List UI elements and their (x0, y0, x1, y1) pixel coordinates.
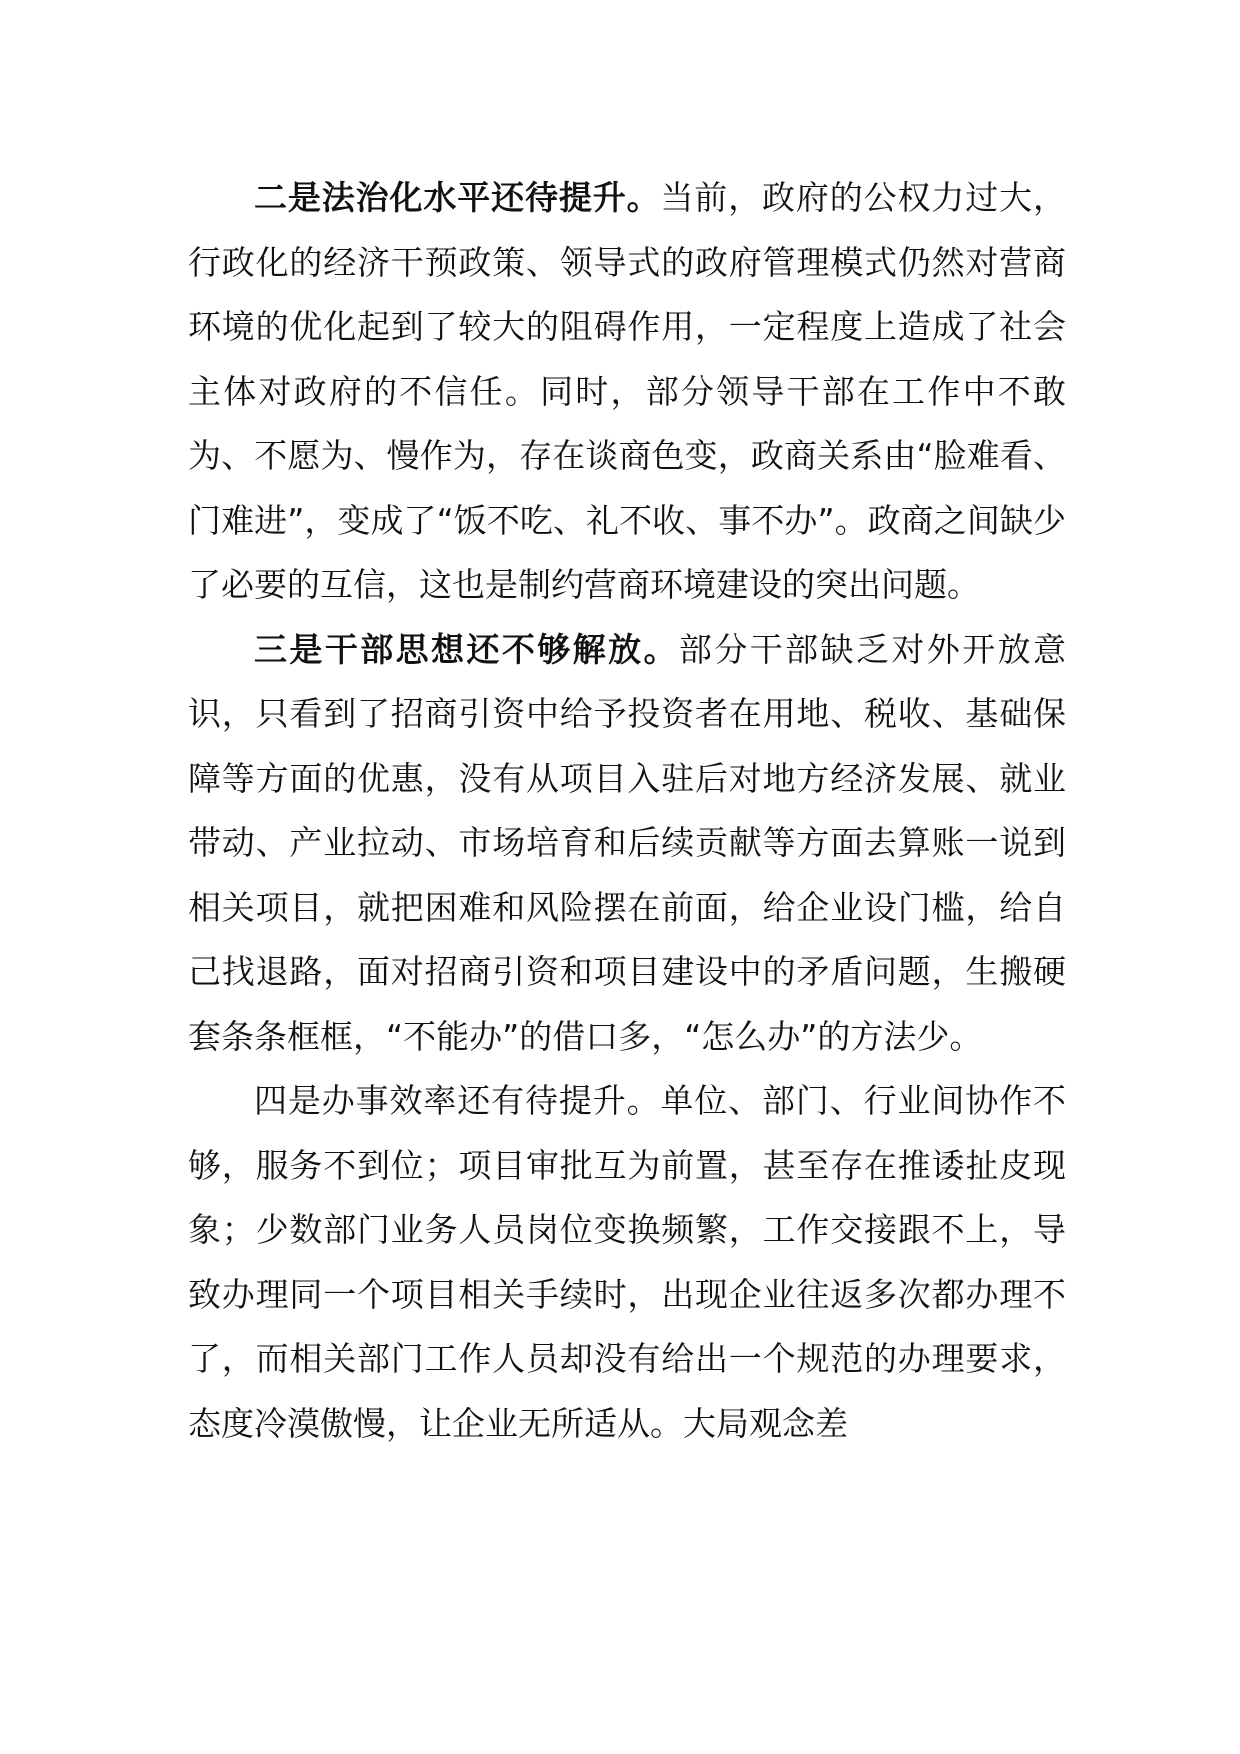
paragraph-heading: 三是干部思想还不够解放。 (254, 629, 679, 669)
paragraph-rule-of-law (188, 166, 1066, 618)
paragraph-text: 部分干部缺乏对外开放意识，只看到了招商引资中给予投资者在用地、税收、基础保障等方面的优惠，没有从项目入驻后对地方经济发展、就业带动、产业拉动、市场培育和后续贡献等方面去算账一说到相关项目，就把困难和风险摆在前面，给企业设门槛，给自己找退路，面对招商引资和项目建设中的矛盾问题，生搬硬套条条框框，“不能办”的借口多，“怎么办”的方法少。 (188, 629, 1067, 1056)
paragraph-efficiency (188, 1069, 1066, 1456)
paragraph-text: 当前，政府的公权力过大，行政化的经济干预政策、领导式的政府管理模式仍然对营商环境的优化起到了较大的阻碍作用，一定程度上造成了社会主体对政府的不信任。同时，部分领导干部在工作中不敢为、不愿为、慢作为，存在谈商色变，政商关系由“脸难看、门难进”，变成了“饭不吃、礼不收、事不办”。政商之间缺少了必要的互信，这也是制约营商环境建设的突出问题。 (188, 178, 1067, 604)
paragraph-text: 四是办事效率还有待提升。单位、部门、行业间协作不够，服务不到位；项目审批互为前置，甚至存在推诿扯皮现象；少数部门业务人员岗位变换频繁，工作交接跟不上，导致办理同一个项目相关手续时，出现企业往返多次都办理不了，而相关部门工作人员却没有给出一个规范的办理要求，态度冷漠傲慢，让企业无所适从。大局观念差 (188, 1081, 1066, 1443)
paragraph-heading: 二是法治化水平还待提升。 (254, 178, 661, 217)
document-body (188, 166, 1066, 1456)
paragraph-cadre-thinking (188, 618, 1066, 1070)
